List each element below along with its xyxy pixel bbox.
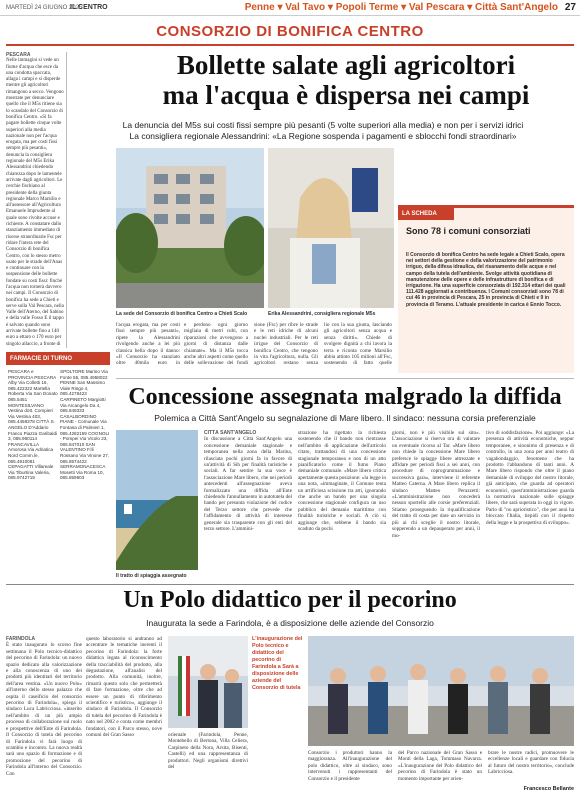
- column-divider: [66, 52, 67, 348]
- header-paper: IL CENTRO: [70, 4, 108, 11]
- pharmacy-box-tag: FARMACIE DI TURNO: [6, 354, 110, 365]
- pharmacy-box: [6, 352, 110, 582]
- article3-subhead: Inaugurata la sede a Farindola, è a disposizione delle aziende del Consorzio: [146, 618, 434, 628]
- ceremony-photo: [168, 636, 248, 728]
- article3-headline: Un Polo didattico per il pecorino: [123, 587, 457, 613]
- article1-left-column: [6, 52, 64, 348]
- article2-location: CITTÀ SANT'ANGELO: [204, 430, 257, 436]
- article1-subhead-line2: La consigliera regionale Alessandrini: «La Regione sospenda i pagamenti e sblocchi fondi straordinari»: [129, 131, 517, 141]
- article2-col-d: tivo di soddisfazione». Poi aggiunge: «La presenza di attività economiche, seppur temporanee, e sinonimo di presenza e di controllo, in una zona per anni teatro di vagabondaggio, fenomeno che ha prodotto l'abbandono di tanti anni. A Mare libero rispondo che oltre il piano demaniale di sviluppo del nostro litorale, già anticipato, che guarda ad operatori economici, quest'amministrazione guarda la normativa nazionale sulle spiagge libere, che sarà superata in oggi in vigore. Parlo di "no aprioristico", che per anni ha bloccato l'Italia, tiepidi con il rispetto della legge e la prospettiva di sviluppo».: [486, 430, 574, 526]
- info-box-headline: Sono 78 i comuni consorziati: [406, 226, 531, 236]
- article1-subhead-line1: La denuncia del M5s sui costi fissi sempre più pesanti (5 volte superiori alla media) e non per i servizi idrici: [122, 120, 524, 130]
- info-box-tag: LA SCHEDA: [398, 208, 454, 220]
- article2-subhead: Polemica a Città Sant'Angelo su segnalazione di Mare libero. Il sindaco: nessuna corsia preferenziale: [154, 413, 536, 423]
- section-title: CONSORZIO DI BONIFICA CENTRO: [156, 23, 424, 40]
- article1-left-text: Nelle immagini si vede un fiume d'acqua che esce da una condotta spaccata, allaga i campi e si disperde mentre gli agricoltori rimangono a secco. Vengono mostrate per denunciare quello che il M5s ritiene sia lo scandalo del Consorzio di bonifica Centro. «Si fa pagare bollette cinque volte superiori alla media nazionale non per l'acqua erogata, ma per costi fissi sempre più pesanti», denuncia la consigliera regionale del M5s Erika Alessandrini chiedendo chiarezza dopo le lamentele arrivate dagli agricoltori. Le cerchie fischiano al presidente della giunta regionale Marco Marsilio e all'assessore all'Agricoltura Emanuele Imprudente al quale sono rivolte accuse e richieste. A constatare dallo stanziamento immediato di risorse straordinarie Fsc per ridare l'intera rete del Consorzio di bonifica Centro, con lo stesso metro usato per le strade dell'Anas e continuare con la sospensione delle bollette fondate su costi fissi: finché l'acqua non tornerà davvero nei campi. Il Consorzio di bonifica ha sede a Chieti e serve sulla Val Pescara, nella Valle dell'Aterno, del Sabino e della valle Fosso E il tappo è salvato quando sono arrivate bollette fino a 140 euro a ettaro o 170 euro per singolo allaccio, a fronte di: [6, 58, 64, 347]
- article1-col-c: sione (Fsc) per ribre le strade e le reti idriche di alcuni nuclei industriali. Per le reti irrigue del Consorzio di bonifica Centro, che tengono in vita l'agricoltura, nulla. Gli agricoltori restano senza: [254, 322, 318, 366]
- beach-photo: [116, 430, 198, 570]
- article3-col-b: questo laboratorio si andranno ad accentrare le tematiche inerenti il pecorino di Farindola: la forte didattica legata al riconoscimento della tracciabilità del prodotto, alla degustazione, all'analisi del prodotto. Alla comunità, inoltre, rimarrà questo solo che permetterà di fare formazione, oltre che ad essere un punto di riferimento scientifico e turistico», aggiunge il sindaco di Farindola. Il Consorzio di tutela del pecorino di Farindola è nato nel 2002 e conta come membri fondatori, con il Parco stesso, nove comuni dei Gran Sasso: [86, 636, 162, 739]
- page-number: 27: [564, 2, 576, 13]
- article2-col-b: strazione ha rigettato la richiesta sostenendo che il bando non rientrasse nell'ambito di applicazione dell'articolo citato, trattandosi di una concessione stagionale temporanea e non di un atto pianificatorio come il fumo Piano demaniale comunale. «Mare libero critica apertamente questa posizione: «la legge in una nota, «immaginate, il Comune tenta un artificiosa scissione tra atti, ignorando che anche un bando per una singola concessione stagionale configura un uso pubblico del demanio marittimo con finalità turistiche e sociali. A ciò si aggiunge che, sebbene il bando sia scaduto da pochi: [298, 430, 386, 533]
- info-box-text: Il Consorzio di bonifica Centro ha sede legale a Chieti Scalo, opera nei settori della gestione e della valorizzazione del patrimonio irriguo, della difesa idraulica, del risanamento delle acque e nel campo della tutela dell'ambiente. Svolge attività quotidiana di manutenzione delle opere e delle infrastrutture di bonifica e di irrigazione. Ha una superficie consorziata di 192.314 ettari dei quali 111.428 aggiornati a contribuenza. I Comuni consorziati sono 78 di cui 46 in provincia di Pescara, 25 in provincia di Chieti e 9 in provincia di Teramo. L'attuale presidente in carica è Ennio Tocco.: [406, 252, 566, 308]
- article2-headline: Concessione assegnata malgrado la diffida: [128, 384, 562, 410]
- article3-col-f: brare le nostre radici, promuovere le eccellenze locali e guardare con fiducia al futuro del nostro territorio», conclude Labricciosa.: [488, 750, 574, 776]
- article2-col-a: [204, 430, 292, 580]
- article1-col-b: e perdono ogni giorno migliaia di metri cubi, con riparazioni che avvengono a giorni di distanza dalle chiamate». Ma il M5s tocca anche altri aspetti come quello delle sollevazione dei fondi: [184, 322, 248, 366]
- article3-location: FARINDOLA: [6, 636, 36, 642]
- photo1-caption: La sede del Consorzio di bonifica Centro a Chieti Scalo: [116, 311, 248, 317]
- article3-author: Francesco Bellante: [523, 786, 574, 792]
- article1-headline-line2: ma l'acqua è dispersa nei campi: [162, 80, 530, 110]
- group-photo: [308, 636, 574, 746]
- article3-col-a-text: È stato inaugurato lo scorso fine settimana il Polo tecnico-didattico del pecorino di Farindola: un nuovo spazio dedicato alla valorizzazione e alla conoscenza di uno dei prodotti più identitari del territorio dell'area vestina. «Un nuovo Polo» all'interno dello stesso palazzo che ospita il caseificio del consorzio pecorino di Farindola», spiega il sindaco Luca Labricciosa. «inserito nell'ambito di un più ampio processo di collaborazione sul ruolo e prospettive dell'Ente di Farindola. Il Consorzio di tutela del pecorino di Farindola vi farà luogo di scambio e incontro. La nuova realtà sarà uno spazio di formazione e di promozione del pecorino di Farindola all'interno del Consorzio. Con: [6, 642, 82, 777]
- article1-headline-line1: Bollette salate agli agricoltori: [176, 50, 516, 80]
- pharmacy-col-2: SPOLTORE Marino Via Fonte 55, 085.4958022 PENNE San Massimo Viale Ringo 4, 085.4278423 CARPINETO Margiotti Via Arcangelo Da 4, 085.849333 CASALBORDINO PIANE - Comunale Via Fontana di Palmieri 1, 085.4282159 COGNOLI - Pompei Via Vicolo 23, 085.847010 SAN VALENTINO F.lli Rossano Via Vinone 27, 085.8574422 SERRAMONACESCA Mosetti Via Roma 10, 085.859803: [60, 369, 110, 481]
- article2-col-a-text: In discussione a Città Sant'Angelo una concessione demaniale stagionale e temporanea nella zona della Marina, rilasciata pochi giorni fa in favore di un'attività di Sib per finalità turistiche e sociali. A far sentire la sua voce è l'associazione Mare libero, che nei periodi antecedenti all'assegnazione aveva formalizzato una diffida all'Ente chiedendo l'annullamento in autotutela del bando per presunta violazione del codice del Terzo settore che prevede che l'affidamento di attività di interesse generale sia trasparente con gli enti del terzo settore. L'ammini-: [204, 436, 292, 533]
- article3-col-c: orientale (Farindola, Penne, Montebello di Bertona, Villa Celiera, Carpineto della Nora, Arsita, Bisenti, Castelli) ed una rappresentanza di produttori. Negli organismi direttivi del: [168, 732, 248, 771]
- article1-headline: [118, 50, 574, 110]
- article3-col-a: [6, 636, 82, 794]
- article2-col-c: giorni, non è più visibile sul sito». L'associazione si riserva ora di valutare un eventuale ricorso al Tar. «Mare libero non chiede la concessione Mare libero prefersce le spiagge libere attrezzate e affidare per periodi fissi a sei anni, con procedure di coprogrammazione e successiva gara», interviene il referente Matteo Caterna. A Mare libero replica il sindaco Matteo Perazzetti: «L'amministrazione non concederà nessun sportello alle corsie preferenziali. Stiamo proseguendo la riqualificazione del tratto di costa per dare un servizio in più ai chi sceglie il nostro litorale, sopperendo a un depauperato per anni, il mo-: [392, 430, 480, 539]
- article1-subhead: [72, 120, 574, 142]
- article-divider: [116, 378, 574, 379]
- header-towns: Penne ▾ Val Tavo ▾ Popoli Terme ▾ Val Pescara ▾ Città Sant'Angelo: [244, 2, 558, 13]
- article-divider: [6, 584, 574, 585]
- section-rule: [6, 44, 574, 46]
- article1-col-d: lio con la sua giunta, lasciando gli agricoltori senza acqua e senza diritti». Chiede di svolgere dignità a chi lavora la terra e riconta come Marsilio abbia attinto 105 milioni all'Fsc, sostenendo di fatto quelle: [324, 322, 392, 366]
- pharmacy-col-1: PESCARA e PROVINCIA PESCARA Alby Via Colletti 16, 085.422322 Martella Roberta Via San Donato 085.5451 MONTESILVANO Vestina dott. Compieri Via Vestina 403, 085.4458378 CITTÀ S. ANGELO D'Addario Franco Piazza Garibaldi 3, 085.960114 FRANCAVILLA Amorosa Via Adriatica Nord Comm.le, 085.4910081 CEPAGATTI Villareale Via Tiburtina Valeria, 085.9742719: [8, 369, 58, 481]
- photo2-caption: Erika Alessandrini, consigliera regionale M5s: [268, 311, 376, 317]
- article1-location: PESCARA: [6, 52, 31, 58]
- photo-sidebox-text: L'inaugurazione del Polo tecnico e didattico del pecorino di Farindola a Sarà a disposizione delle aziende del Consorzio di tutela: [252, 636, 303, 691]
- article3-col-d: Consorzio i produttori hanno la maggioranza. All'inaugurazione del polo didattico, oltre al sindaco, sono intervenuti i rappresentanti del Consorzio e il presidente: [308, 750, 392, 782]
- info-box: [398, 205, 574, 373]
- article3-col-e: del Parco nazionale del Gran Sasso e Monti della Laga, Tommaso Navarra. «L'inaugurazione del Polo didattico del pecorino di Farindola è stato un momento importante per orien-: [398, 750, 482, 782]
- beach-photo-caption: Il tratto di spiaggia assegnato: [116, 573, 187, 579]
- page-header: [0, 0, 580, 16]
- article1-col-a: l'acqua erogata, ma per costi fissi sempre più pesanti», ripete la Alessandrini rivolgendo anche a lei più classica bella dopo il danno: «Il Consorzio ha stanziato oltre 40mila euro in: [116, 322, 180, 366]
- building-photo: [116, 148, 264, 308]
- portrait-photo: [268, 148, 394, 308]
- header-date: MARTEDÌ 24 GIUGNO 2025: [6, 5, 83, 11]
